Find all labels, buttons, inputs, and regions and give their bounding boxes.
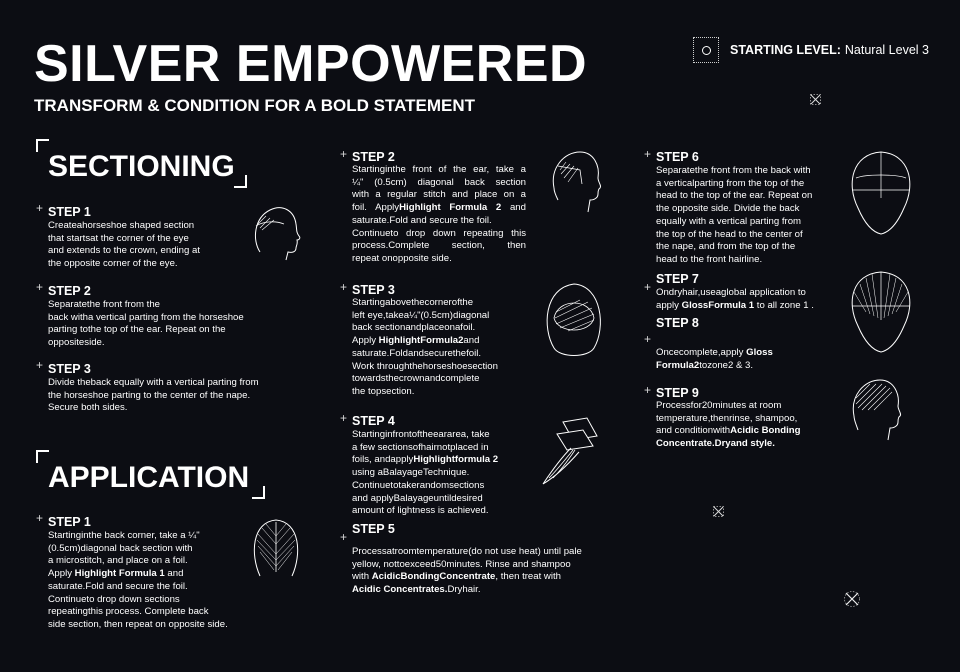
application-step5-label: STEP 5	[352, 522, 395, 536]
target-icon	[693, 37, 719, 63]
application-step9-text: Processfor20minutes at room temperature,thenrinse, shampoo, and conditionwithAcidic Bonding Concentrate.Dryand style.	[656, 400, 801, 450]
plus-icon: +	[36, 358, 44, 372]
application-title: APPLICATION	[48, 461, 250, 494]
plus-icon: +	[36, 280, 44, 294]
application-step4-label: STEP 4	[352, 414, 395, 428]
head-profile-finish-icon	[846, 376, 906, 456]
application-step7-text: Ondryhair,useaglobal application to apply GlossFormula 1 to all zone 1 .	[656, 287, 814, 311]
application-step7-label: STEP 7	[656, 272, 699, 286]
sectioning-step3-label: STEP 3	[48, 362, 91, 376]
plus-icon: +	[644, 147, 652, 161]
application-step3-text: Startingabovethecornerofthe left eye,takea¼"(0.5cm)diagonal back sectionandplaceonafoil. Apply HighlightFormula2and saturate.Foldandsecurethefoil. Work throughthehorseshoesection towardsthecrownandcomplete the topsection.	[352, 297, 498, 397]
head-profile-sections-icon	[546, 148, 606, 228]
sectioning-step1-label: STEP 1	[48, 205, 91, 219]
page-title: SILVER EMPOWERED	[34, 35, 588, 93]
sectioning-step2-label: STEP 2	[48, 284, 91, 298]
head-profile-icon	[246, 200, 306, 270]
cross-mark-icon	[844, 591, 860, 607]
starting-level-value: Natural Level 3	[844, 43, 929, 57]
plus-icon: +	[340, 280, 348, 294]
plus-icon: +	[36, 201, 44, 215]
application-step1-text: Startinginthe back corner, take a ¼" (0.5cm)diagonal back section with a microstitch, and place on a foil. Apply Highlight Formula 1 and saturate.Fold and secure the foil. Continueto drop down sections repeatingthis process. Complete back side section, then repeat on opposite side.	[48, 530, 228, 630]
application-step5-text: Processatroomtemperature(do not use heat) until pale yellow, nottoexceed50minutes. Rinse and shampoo with AcidicBondingConcentrate, then treat with Acidic Concentrates.Dryhair.	[352, 546, 582, 596]
plus-icon: +	[340, 147, 348, 161]
application-step6-label: STEP 6	[656, 150, 699, 164]
head-gloss-zones-icon	[846, 270, 916, 366]
plus-icon: +	[644, 280, 652, 294]
application-step1-label: STEP 1	[48, 515, 91, 529]
application-step3-label: STEP 3	[352, 283, 395, 297]
application-step8-text: Oncecomplete,apply Gloss Formula2tozone2 & 3.	[656, 347, 773, 371]
application-step2-text: Startinginthe front of the ear, take a ¼" (0.5cm) diagonal back section with a regular stitch and place on a foil. ApplyHighlight Formula 2 and saturate.Fold and secure the foil. Continueto drop down repeating this process.Complete section, then repeat onopposite side.	[352, 164, 526, 264]
starting-level	[693, 37, 929, 63]
application-step9-label: STEP 9	[656, 386, 699, 400]
application-step4-text: Startinginfrontoftheeararea, take a few sectionsofhairnotplaced in foils, andapplyHighlightformula 2 using aBalayageTechnique. Continuetotakerandomsections and applyBalayageuntildesired amount of lightness is achieved.	[352, 429, 499, 517]
balayage-brush-icon	[535, 416, 615, 496]
application-step2-label: STEP 2	[352, 150, 395, 164]
plus-icon: +	[36, 511, 44, 525]
bracket-corner	[252, 486, 265, 499]
head-top-sections-icon	[540, 278, 610, 368]
sectioning-title: SECTIONING	[48, 150, 235, 183]
plus-icon: +	[340, 530, 348, 544]
plus-icon: +	[644, 383, 652, 397]
application-step8-label: STEP 8	[656, 316, 699, 330]
application-step6-text: Separatethe front from the back with a verticalparting from the top of the head to the top of the ear. Repeat on the opposite side. Divide the back equally with a vertical parting from the top of the head to the center of the nape, and from the top of the head to the front hairline.	[656, 165, 813, 265]
plus-icon: +	[340, 411, 348, 425]
bracket-corner	[234, 175, 247, 188]
plus-icon: +	[644, 332, 652, 346]
head-front-parting-icon	[846, 148, 916, 244]
page-subtitle: TRANSFORM & CONDITION FOR A BOLD STATEMENT	[34, 96, 476, 115]
sectioning-step1-text: Createahorseshoe shaped section that startsat the corner of the eye and extends to the crown, ending at the opposite corner of the eye.	[48, 220, 201, 270]
sectioning-step2-text: Separatethe front from the back witha vertical parting from the horseshoe parting tothe top of the ear. Repeat on the oppositeside.	[48, 299, 244, 349]
head-back-sections-icon	[246, 510, 306, 590]
cross-mark-icon	[713, 506, 724, 517]
starting-level-label: STARTING LEVEL:	[730, 43, 841, 57]
sectioning-step3-text: Divide theback equally with a vertical parting from the horseshoe parting to the center of the nape. Secure both sides.	[48, 377, 259, 414]
cross-mark-icon	[810, 94, 821, 105]
